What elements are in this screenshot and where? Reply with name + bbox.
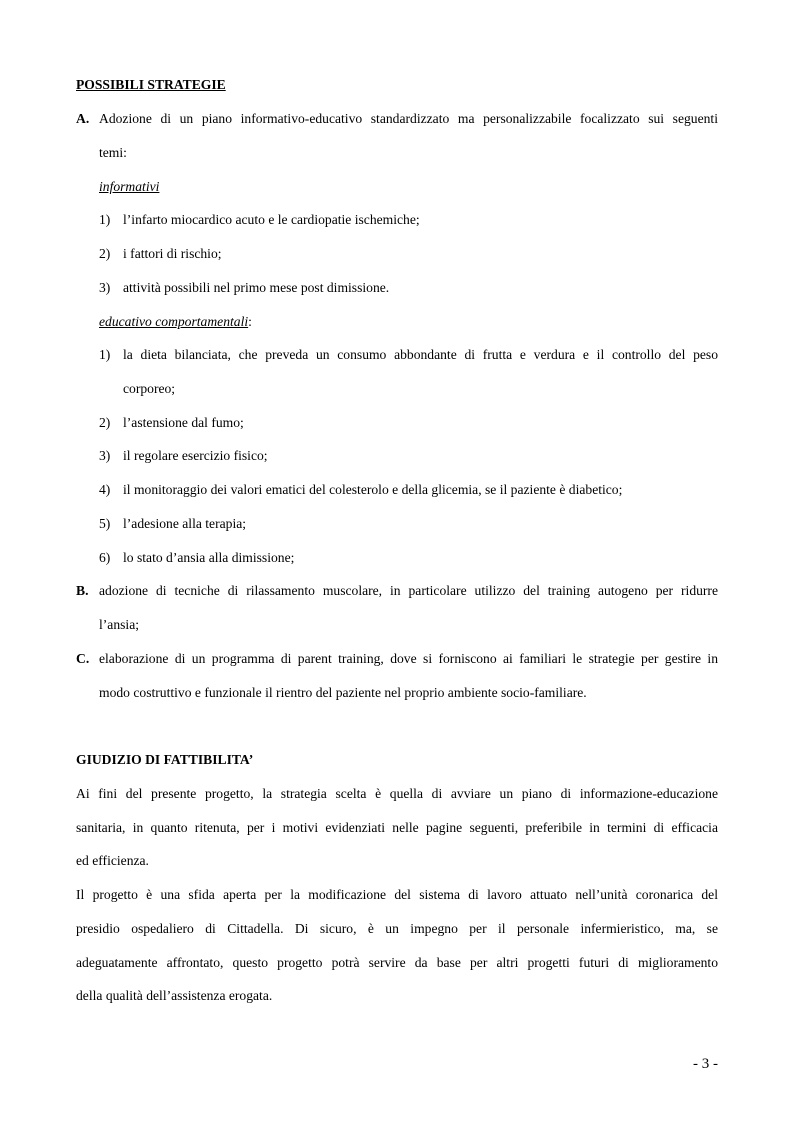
subheading-informativi: informativi <box>99 179 160 194</box>
section-title-giudizio-di-fattibilita: GIUDIZIO DI FATTIBILITA’ <box>76 752 254 767</box>
educativo-colon: : <box>248 314 252 329</box>
informativi-num-3: 3) <box>99 280 111 295</box>
educativo-label: educativo comportamentali <box>99 314 249 329</box>
educativo-num-3: 3) <box>99 448 111 463</box>
educativo-num-6: 6) <box>99 550 111 565</box>
educativo-text-2: l’astensione dal fumo; <box>123 415 244 430</box>
section-title-possibili-strategie: POSSIBILI STRATEGIE <box>76 77 226 92</box>
educativo-num-1: 1) <box>99 347 111 362</box>
item-c-text-line1: elaborazione di un programma di parent training, dove si forniscono ai familiari le strategie per gestire in <box>99 651 718 666</box>
item-marker-a: A. <box>76 111 90 126</box>
educativo-text-1: la dieta bilanciata, che preveda un consumo abbondante di frutta e verdura e il controllo del peso <box>123 347 718 362</box>
paragraph1-line2: sanitaria, in quanto ritenuta, per i motivi evidenziati nelle pagine seguenti, preferibile in termini di efficacia <box>76 820 718 835</box>
paragraph1-line3: ed efficienza. <box>76 853 149 868</box>
informativi-num-2: 2) <box>99 246 111 261</box>
paragraph2-line4: della qualità dell’assistenza erogata. <box>76 988 273 1003</box>
educativo-num-4: 4) <box>99 482 111 497</box>
educativo-text-5: l’adesione alla terapia; <box>123 516 247 531</box>
item-marker-c: C. <box>76 651 90 666</box>
educativo-text-4: il monitoraggio dei valori ematici del colesterolo e della glicemia, se il paziente è diabetico; <box>123 482 623 497</box>
paragraph2-line3: adeguatamente affrontato, questo progetto potrà servire da base per altri progetti futuri di miglioramento <box>76 955 718 970</box>
item-marker-b: B. <box>76 583 89 598</box>
educativo-text-3: il regolare esercizio fisico; <box>123 448 268 463</box>
page-number: - 3 - <box>693 1056 718 1072</box>
subheading-educativo <box>99 313 252 331</box>
educativo-text-1-cont: corporeo; <box>123 381 176 396</box>
educativo-num-5: 5) <box>99 516 111 531</box>
informativi-text-1: l’infarto miocardico acuto e le cardiopatie ischemiche; <box>123 212 420 227</box>
educativo-text-6: lo stato d’ansia alla dimissione; <box>123 550 295 565</box>
paragraph1-line1: Ai fini del presente progetto, la strategia scelta è quella di avviare un piano di informazione-educazione <box>76 786 718 801</box>
item-b-text-line1: adozione di tecniche di rilassamento muscolare, in particolare utilizzo del training autogeno per ridurre <box>99 583 718 598</box>
informativi-text-2: i fattori di rischio; <box>123 246 222 261</box>
item-c-text-line2: modo costruttivo e funzionale il rientro del paziente nel proprio ambiente socio-familiare. <box>99 685 587 700</box>
item-a-text-line2: temi: <box>99 145 127 160</box>
educativo-num-2: 2) <box>99 415 111 430</box>
informativi-text-3: attività possibili nel primo mese post dimissione. <box>123 280 390 295</box>
informativi-num-1: 1) <box>99 212 111 227</box>
paragraph2-line2: presidio ospedaliero di Cittadella. Di sicuro, è un impegno per il personale infermieristico, ma, se <box>76 921 718 936</box>
item-b-text-line2: l’ansia; <box>99 617 140 632</box>
paragraph2-line1: Il progetto è una sfida aperta per la modificazione del sistema di lavoro attuato nell’unità coronarica del <box>76 887 718 902</box>
item-a-text-line1: Adozione di un piano informativo-educativo standardizzato ma personalizzabile focalizzato sui seguenti <box>99 111 718 126</box>
